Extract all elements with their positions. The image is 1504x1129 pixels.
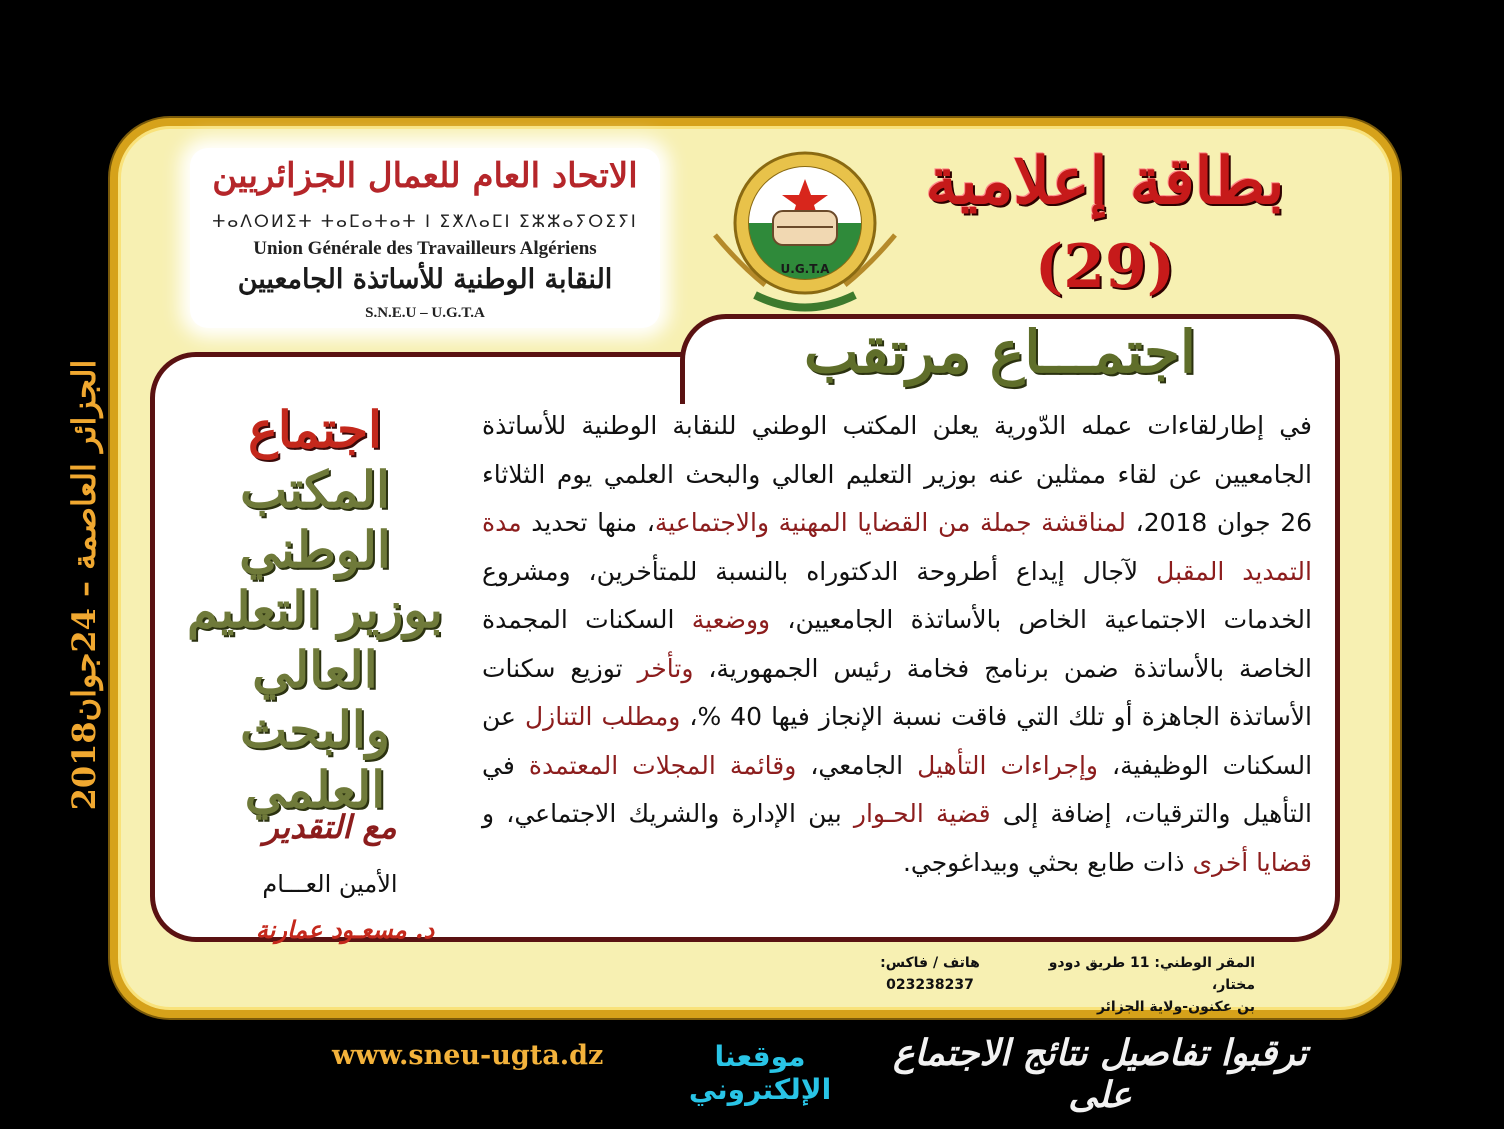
paragraph-highlight: ووضعية — [691, 605, 771, 634]
announcement-paragraph — [482, 402, 1312, 887]
regards-text: مع التقدير — [263, 808, 397, 846]
side-title-line: المكتب الوطني — [239, 460, 391, 579]
signatory-name: د. مسعـود عمارنة — [255, 915, 435, 944]
paragraph-text: عن السكنات الوظيفية، — [482, 702, 1313, 780]
union-header — [190, 148, 660, 328]
paragraph-highlight: قضايا أخرى — [1192, 847, 1312, 877]
paragraph-text: ، منها تحديد — [521, 508, 655, 537]
union-name-tifinagh: ⵜⴰⴷⵔⵍⵉⵜ ⵜⴰⵎⴰⵜⴰⵜ ⵏ ⵉⵅⴷⴰⵎⵏ ⵉⵣⵣⴰⵢⵔⵉⵢⵏ — [212, 212, 638, 232]
signatory-title: الأمين العـــام — [262, 870, 398, 898]
website-link[interactable]: www.sneu-ugta.dz — [332, 1040, 604, 1071]
place-date: الجزائر العاصمة – 24جوان2018 — [65, 359, 103, 811]
paragraph-text: بين الإدارة والشريك الاجتماعي، و — [482, 799, 854, 828]
card-title: بطاقة إعلامية — [925, 144, 1285, 219]
paragraph-highlight: ومطلب التنازل — [525, 702, 681, 731]
side-title-line: بوزير التعليم العالي — [186, 580, 444, 699]
paragraph-highlight: وقائمة المجلات المعتمدة — [528, 750, 797, 780]
footer-text: ترقبوا تفاصيل نتائج الاجتماع على — [892, 1032, 1308, 1116]
union-name-ar: الاتحاد العام للعمال الجزائريين — [212, 156, 638, 196]
phone-label: هاتف / فاكس: — [880, 955, 980, 971]
paragraph-highlight: قضية الحـوار — [853, 799, 991, 828]
union-name-fr: Union Générale des Travailleurs Algériens — [253, 238, 597, 259]
side-title-line: اجتماع — [248, 400, 382, 459]
paragraph-highlight: وتأخر — [637, 653, 694, 683]
syndicate-abbreviation: S.N.E.U – U.G.T.A — [365, 305, 485, 321]
paragraph-highlight: لمناقشة جملة من القضايا المهنية والاجتماعية — [654, 508, 1127, 537]
phone-number: 023238237 — [886, 977, 974, 993]
website-label: موقعنا الإلكتروني — [688, 1040, 832, 1106]
phone-fax — [870, 952, 990, 996]
side-title-line: والبحث العلمي — [240, 700, 390, 819]
address-line: بن عكنون-ولاية الجزائر — [1096, 999, 1255, 1015]
paragraph-highlight: مدة التمديد المقبل — [482, 508, 1312, 586]
paragraph-text: الجامعي، — [796, 750, 918, 780]
paragraph-highlight: وإجراءات التأهيل — [917, 750, 1098, 780]
paragraph-text: ذات طابع بحثي وبيداغوجي. — [902, 847, 1193, 877]
side-meeting-title — [170, 400, 460, 820]
address-line: المقر الوطني: 11 طريق دودو مختار، — [1048, 955, 1255, 993]
card-number: (29) — [1034, 232, 1176, 302]
paragraph-text: في التأهيل والترقيات، إضافة إلى — [482, 750, 1312, 828]
ugta-logo — [695, 145, 915, 315]
meeting-heading: اجتمـــاع مرتقب — [804, 318, 1196, 386]
paragraph-text: في إطارلقاءات عمله الدّورية يعلن المكتب الوطني للنقابة الوطنية للأساتذة الجامعيين عن لقاء ممثلين عنه بوزير التعليم العالي والبحث العلمي يوم الثلاثاء 26 جوان 2018، — [482, 411, 1312, 537]
paragraph-text: توزيع سكنات الأساتذة الجاهزة أو تلك التي فاقت نسبة الإنجاز فيها 40 %، — [482, 653, 1313, 731]
syndicate-name-ar: النقابة الوطنية للأساتذة الجامعيين — [237, 264, 613, 295]
paragraph-text: السكنات المجمدة الخاصة بالأساتذة ضمن برنامج فخامة رئيس الجمهورية، — [482, 605, 1313, 683]
logo-text: U.G.T.A — [780, 262, 830, 276]
paragraph-text: لآجال إيداع أطروحة الدكتوراه بالنسبة للمتأخرين، ومشروع الخدمات الاجتماعية الخاص بالأساتذة الجامعيين، — [482, 556, 1312, 634]
address — [1010, 952, 1255, 1018]
